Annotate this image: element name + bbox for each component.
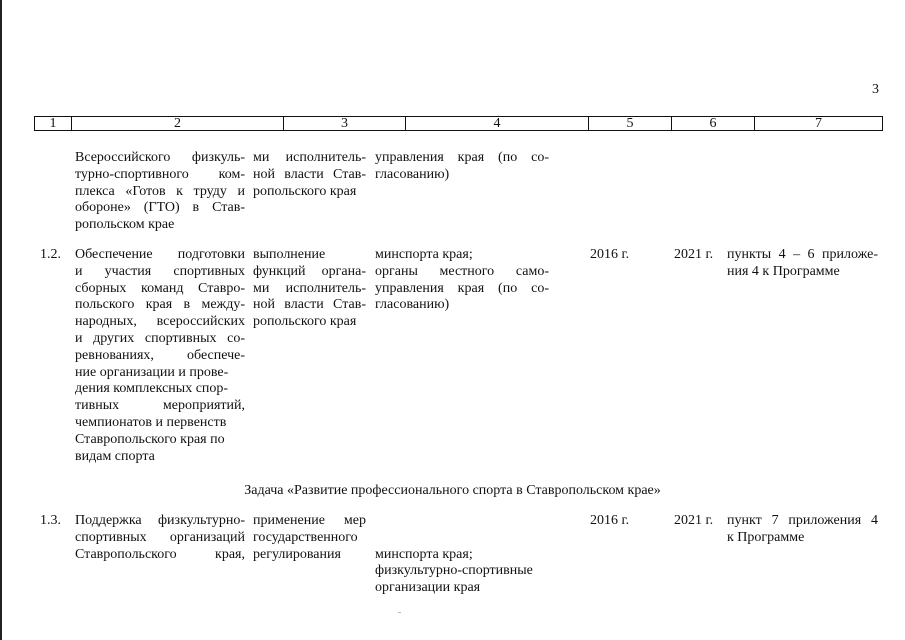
- continuation-executors: управления края (по со- гласованию): [375, 150, 549, 182]
- row-1-2-indicators: пункты 4 – 6 приложе- ния 4 к Программе: [727, 247, 878, 279]
- header-col-2: 2: [72, 117, 284, 130]
- row-1-3-executors: минспорта края; физкультурно-спортивные организации края: [375, 546, 533, 596]
- row-1-3-start-year: 2016 г.: [590, 513, 630, 528]
- header-col-3: 3: [284, 117, 406, 130]
- row-1-3-end-year: 2021 г.: [674, 513, 714, 528]
- row-1-2-end-year: 2021 г.: [674, 247, 714, 262]
- row-1-3-number: 1.3.: [40, 513, 61, 528]
- row-1-2-start-year: 2016 г.: [590, 247, 630, 262]
- continuation-mechanism: ми исполнитель- ной власти Став- ропольского края: [253, 150, 366, 199]
- header-col-7: 7: [815, 116, 822, 131]
- row-1-3-mechanism: применение мер государственного регулирования: [253, 513, 366, 562]
- header-col-6: 6: [672, 117, 755, 130]
- header-col-5: 5: [589, 117, 672, 130]
- row-1-2-number: 1.2.: [40, 247, 61, 262]
- page-number: 3: [872, 82, 879, 97]
- scan-speck: [398, 612, 401, 613]
- row-1-2-activity: Обеспечение подготовки и участия спортивных сборных команд Ставро- польского края в между- народных, всероссийских и других спортивных со- ревнованиях, обеспече- ние организации и прове- дения комплексных спор- тивных мероприятий, чемпионатов и первенств Ставропольского края по видам спорта: [75, 247, 245, 464]
- row-1-3-indicators: пункт 7 приложения 4 к Программе: [727, 513, 878, 545]
- row-1-2-executors: минспорта края; органы местного само- управления края (по со- гласованию): [375, 247, 549, 313]
- row-1-3-activity: Поддержка физкультурно- спортивных организаций Ставропольского края,: [75, 513, 245, 562]
- row-1-2-mechanism: выполнение функций органа- ми исполнитель- ной власти Став- ропольского края: [253, 247, 366, 330]
- table-header-row: [34, 116, 883, 131]
- page-left-edge: [0, 0, 2, 640]
- header-col-1: 1: [35, 117, 72, 130]
- header-col-4: 4: [406, 117, 589, 130]
- task-heading: Задача «Развитие профессионального спорта в Ставропольском крае»: [244, 483, 661, 498]
- continuation-activity: Всероссийского физкуль- турно-спортивного ком- плекса «Готов к труду и обороне» (ГТО) в Став- ропольском крае: [75, 150, 245, 233]
